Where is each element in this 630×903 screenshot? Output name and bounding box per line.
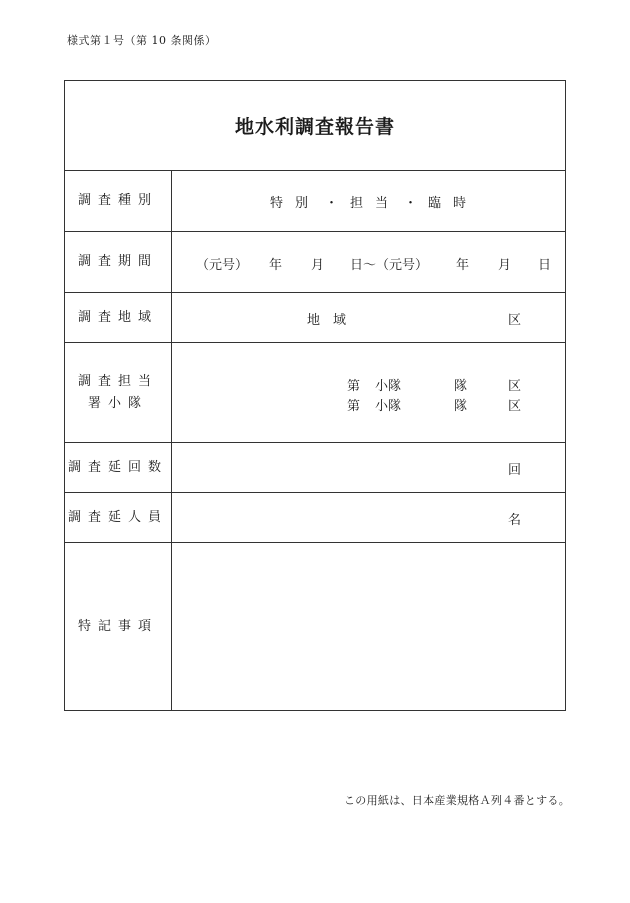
title-row (65, 81, 565, 171)
form-number: 様式第１号（第 10 条関係） (67, 34, 217, 47)
area-ku: 区 (508, 313, 522, 328)
year-label-2: 年 (456, 258, 470, 273)
unit1-ku: 区 (508, 379, 522, 394)
survey-area-row (65, 293, 565, 343)
survey-count-row (65, 443, 565, 493)
count-unit: 回 (508, 463, 522, 478)
survey-area-value[interactable] (172, 293, 565, 342)
special-notes-label: 特記事項 (65, 543, 172, 710)
year-label: 年 (269, 258, 283, 273)
survey-type-row (65, 171, 565, 232)
unit1-shotai: 小隊 (375, 379, 402, 394)
footer-note: この用紙は、日本産業規格Ａ列４番とする。 (344, 794, 570, 807)
survey-period-row (65, 232, 565, 293)
unit2-ku: 区 (508, 399, 522, 414)
survey-count-label: 調査延回数 (65, 443, 172, 492)
survey-count-value[interactable] (172, 443, 565, 492)
survey-period-label: 調査期間 (65, 232, 172, 292)
survey-area-label: 調査地域 (65, 293, 172, 342)
unit2-tai: 隊 (454, 399, 468, 414)
survey-persons-row (65, 493, 565, 543)
report-form-table (64, 80, 566, 711)
unit-label-line2: 署小隊 (87, 395, 148, 411)
persons-unit: 名 (508, 513, 522, 528)
survey-unit-label (65, 343, 172, 442)
unit2-dai: 第 (347, 399, 361, 414)
option-temporary[interactable]: 臨時 (428, 196, 479, 211)
survey-unit-value[interactable] (172, 343, 565, 442)
month-label: 月 (311, 258, 325, 273)
separator-dot: ・ (325, 196, 339, 211)
day-label-2: 日 (538, 258, 552, 273)
special-notes-row (65, 543, 565, 710)
survey-type-label: 調査種別 (65, 171, 172, 231)
area-chiiki: 地 域 (307, 313, 347, 328)
form-title: 地水利調査報告書 (234, 116, 395, 138)
day-tilde-label: 日〜（元号） (350, 258, 429, 273)
unit-label-line1: 調査担当 (77, 373, 158, 389)
survey-period-value[interactable] (172, 232, 565, 292)
survey-type-value[interactable] (172, 171, 565, 231)
separator-dot: ・ (404, 196, 418, 211)
unit2-shotai: 小隊 (375, 399, 402, 414)
survey-unit-row (65, 343, 565, 443)
era-start: （元号） (196, 258, 249, 273)
survey-persons-value[interactable] (172, 493, 565, 542)
special-notes-value[interactable] (172, 543, 565, 710)
unit1-dai: 第 (347, 379, 361, 394)
unit1-tai: 隊 (454, 379, 468, 394)
survey-persons-label: 調査延人員 (65, 493, 172, 542)
month-label-2: 月 (498, 258, 512, 273)
option-special[interactable]: 特別 (270, 196, 321, 211)
option-assigned[interactable]: 担当 (350, 196, 401, 211)
